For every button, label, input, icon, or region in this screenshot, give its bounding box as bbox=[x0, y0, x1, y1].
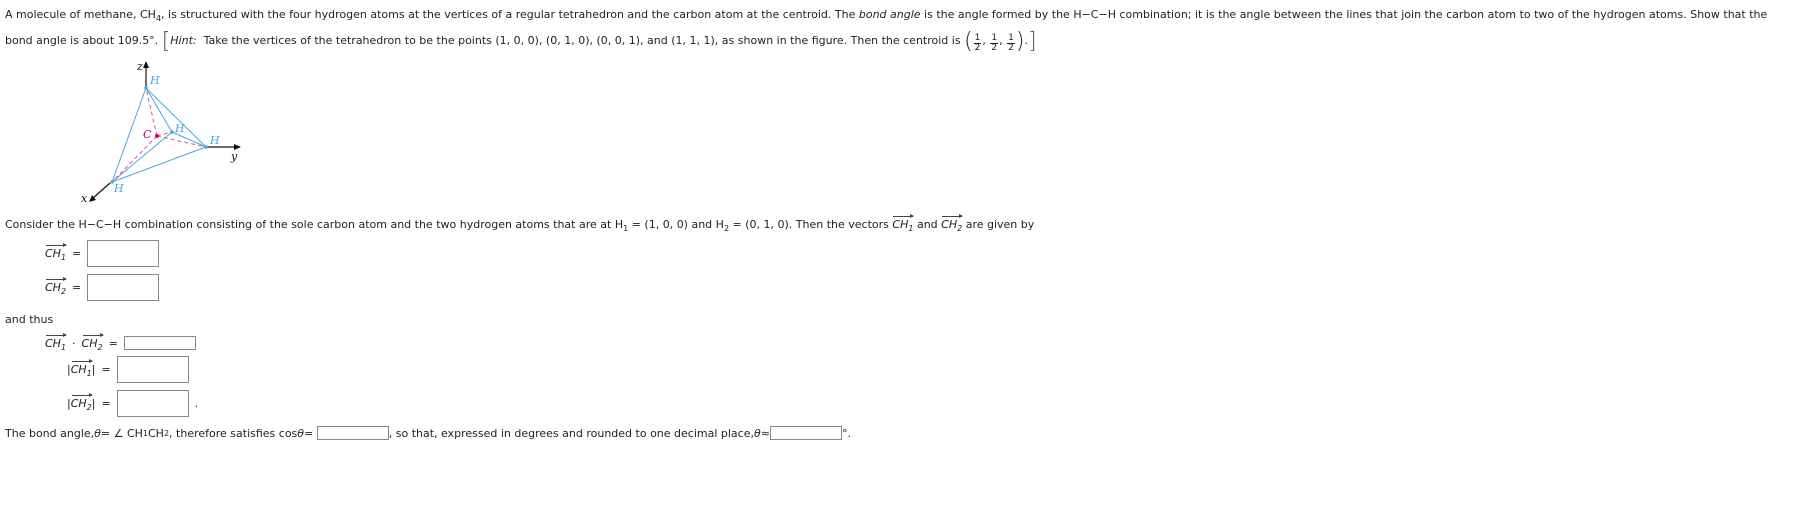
h-mid-label: H bbox=[175, 122, 185, 135]
hydrogen-right bbox=[204, 145, 208, 149]
ch2-magnitude-row: $|CH_2|$ = . bbox=[67, 390, 198, 417]
ch1-vector-answer[interactable] bbox=[87, 240, 159, 267]
h-top-label: H bbox=[150, 74, 160, 87]
bond-angle-term: bond angle bbox=[858, 8, 921, 21]
ch2-vector-label: $CH_2$ bbox=[45, 278, 66, 296]
c-label: C bbox=[143, 128, 152, 141]
z-axis-arrow bbox=[143, 61, 149, 68]
problem-text: A molecule of methane, CH bbox=[5, 8, 156, 21]
ch1-magnitude-row: $|CH_1|$ = bbox=[67, 356, 189, 383]
ch2-magnitude-answer[interactable] bbox=[117, 390, 189, 417]
dot-product-row: $CH_1$ · $CH_2$ = bbox=[45, 334, 196, 352]
hydrogen-mid bbox=[170, 130, 174, 134]
bond-angle-row: The bond angle, θ = ∠ CH 1 CH 2 , therefore satisfies cos θ = , so that, expressed in degrees and rounded to one decimal place, θ ≈ °. bbox=[5, 426, 851, 440]
hint-close-bracket: ] bbox=[1027, 29, 1037, 55]
theta-degrees-answer[interactable] bbox=[770, 426, 842, 440]
ch1-vector-label: $CH_1$ bbox=[45, 244, 66, 262]
consider-text: Consider the H−C−H combination consisting of the sole carbon atom and the two hydrogen atoms that are at $H_1 = (1$, 0, 0) and $H_2 = (0$, 1, 0). Then the vectors $CH_1$ and $CH_2$ are given by bbox=[5, 215, 1034, 233]
ch2-vector-answer[interactable] bbox=[87, 274, 159, 301]
centroid-frac-z: $\frac{1}{2}$ bbox=[1008, 33, 1014, 54]
centroid-frac-y: $\frac{1}{2}$ bbox=[991, 33, 998, 54]
z-label: z bbox=[137, 60, 143, 73]
and-thus-label: and thus bbox=[5, 313, 54, 326]
ch1-magnitude-answer[interactable] bbox=[117, 356, 189, 383]
h-right-label: H bbox=[210, 134, 220, 147]
x-label: x bbox=[81, 192, 88, 205]
cos-theta-answer[interactable] bbox=[317, 426, 389, 440]
hint-label: Hint: bbox=[170, 34, 197, 48]
h-bottom-label: H bbox=[114, 182, 124, 195]
hint-text: Take the vertices of the tetrahedron to be the points (1, 0, 0), (0, 1, 0), (0, 0, 1), and (1, 1, 1), as shown in the figure. Then the centroid is bbox=[203, 34, 961, 48]
x-axis bbox=[92, 183, 110, 199]
ch1-vector-row: $CH_1$ = bbox=[45, 240, 159, 267]
dot-product-answer[interactable] bbox=[124, 336, 196, 350]
ch2-vector-row: $CH_2$ = bbox=[45, 274, 159, 301]
carbon-atom bbox=[155, 134, 159, 138]
hint-open-bracket: [ bbox=[161, 29, 171, 55]
y-label: y bbox=[231, 150, 238, 163]
centroid-frac-x: $\frac{1}{2}$ bbox=[974, 33, 981, 54]
tetrahedron-figure bbox=[80, 58, 280, 218]
problem-statement: A molecule of methane, $CH_4$, is structured with the four hydrogen atoms at the vertices of a regular tetrahedron and the carbon atom at the centroid. The bond angle is the angle formed by the H−C−H combination; it is the angle between the lines that join the carbon atom to two of the hydrogen atoms. Show that the bond angle is about 109.5°. [Hint: Take the vertices of the tetrahedron to be the points (1, 0, 0), (0, 1, 0), (0, 0, 1), and (1, 1, 1), as shown in the figure. Then the centroid is ( $\frac{1}{2}$ , $\frac{1}{2}$ , $\frac{1}{2}$ ).] bbox=[5, 8, 1768, 55]
hydrogen-top bbox=[144, 86, 148, 90]
carbon-bonds bbox=[112, 88, 206, 182]
